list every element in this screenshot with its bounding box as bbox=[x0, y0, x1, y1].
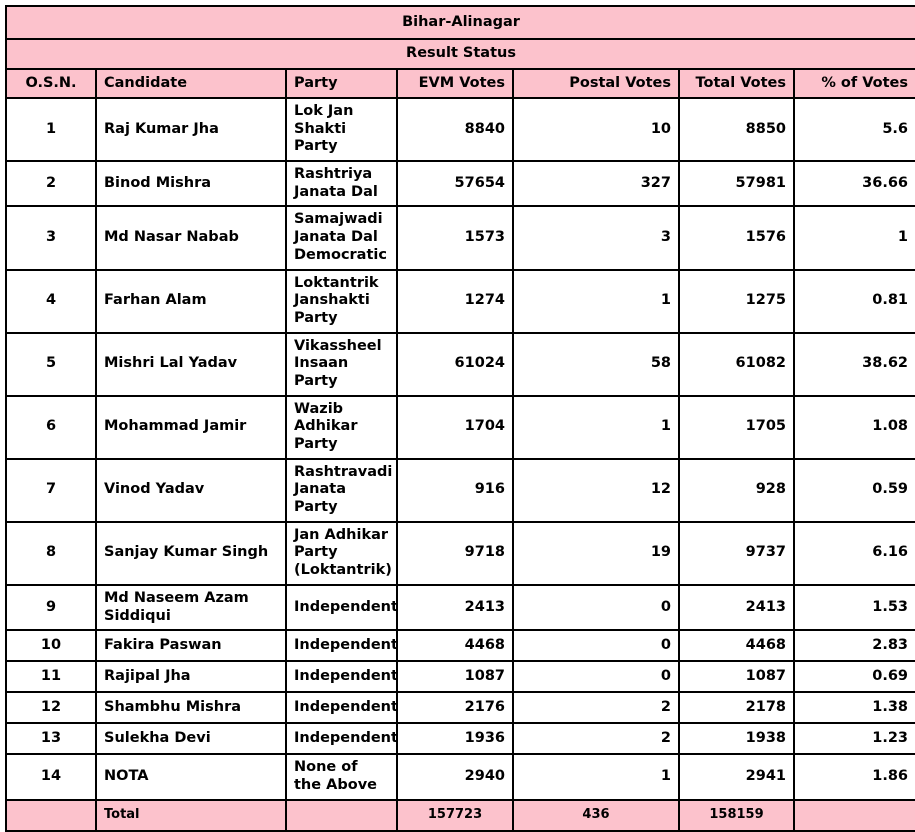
row-total-votes-cell: 8850 bbox=[679, 98, 794, 161]
row-osn-cell: 5 bbox=[6, 333, 96, 396]
row-pct-votes-cell: 2.83 bbox=[794, 630, 915, 661]
row-osn-cell: 12 bbox=[6, 692, 96, 723]
row-postal-votes-cell: 10 bbox=[513, 98, 679, 161]
row-postal-votes-cell: 0 bbox=[513, 585, 679, 630]
row-total-votes-cell: 2941 bbox=[679, 754, 794, 799]
result-status-row bbox=[6, 39, 915, 69]
row-party-cell: None of the Above bbox=[286, 754, 397, 799]
row-pct-votes-cell: 0.59 bbox=[794, 459, 915, 522]
row-candidate-cell: Raj Kumar Jha bbox=[96, 98, 286, 161]
total-osn-cell bbox=[6, 800, 96, 831]
row-evm-votes-cell: 1573 bbox=[397, 206, 513, 269]
row-pct-votes-cell: 38.62 bbox=[794, 333, 915, 396]
row-osn-cell: 7 bbox=[6, 459, 96, 522]
row-pct-votes-cell: 1.86 bbox=[794, 754, 915, 799]
row-party-cell: Jan Adhikar Party (Loktantrik) bbox=[286, 522, 397, 585]
row-evm-votes-cell: 1274 bbox=[397, 270, 513, 333]
row-party-cell: Rashtravadi Janata Party bbox=[286, 459, 397, 522]
row-party-cell: Vikassheel Insaan Party bbox=[286, 333, 397, 396]
row-party-cell: Samajwadi Janata Dal Democratic bbox=[286, 206, 397, 269]
row-pct-votes-cell: 1.53 bbox=[794, 585, 915, 630]
row-party-cell: Independent bbox=[286, 585, 397, 630]
election-result-table bbox=[5, 5, 915, 832]
row-pct-votes-cell: 0.81 bbox=[794, 270, 915, 333]
row-evm-votes-cell: 2413 bbox=[397, 585, 513, 630]
row-osn-cell: 1 bbox=[6, 98, 96, 161]
row-candidate-cell: Rajipal Jha bbox=[96, 661, 286, 692]
constituency-title-row bbox=[6, 6, 915, 39]
row-candidate-cell: Farhan Alam bbox=[96, 270, 286, 333]
row-evm-votes-cell: 8840 bbox=[397, 98, 513, 161]
row-postal-votes-cell: 12 bbox=[513, 459, 679, 522]
row-osn-cell: 13 bbox=[6, 723, 96, 754]
row-postal-votes-cell: 1 bbox=[513, 396, 679, 459]
row-pct-votes-cell: 0.69 bbox=[794, 661, 915, 692]
row-pct-votes-cell: 5.6 bbox=[794, 98, 915, 161]
page-title: Bihar-Alinagar bbox=[6, 6, 915, 39]
row-party-cell: Independent bbox=[286, 692, 397, 723]
table-row bbox=[6, 206, 915, 269]
column-header-postal-votes: Postal Votes bbox=[513, 69, 679, 98]
row-postal-votes-cell: 1 bbox=[513, 270, 679, 333]
column-header-candidate: Candidate bbox=[96, 69, 286, 98]
row-osn-cell: 6 bbox=[6, 396, 96, 459]
row-candidate-cell: Mishri Lal Yadav bbox=[96, 333, 286, 396]
row-party-cell: Rashtriya Janata Dal bbox=[286, 161, 397, 206]
table-row bbox=[6, 333, 915, 396]
table-row bbox=[6, 754, 915, 799]
row-osn-cell: 3 bbox=[6, 206, 96, 269]
table-row bbox=[6, 459, 915, 522]
total-row bbox=[6, 800, 915, 831]
table-row bbox=[6, 161, 915, 206]
table-row bbox=[6, 723, 915, 754]
row-total-votes-cell: 4468 bbox=[679, 630, 794, 661]
row-postal-votes-cell: 327 bbox=[513, 161, 679, 206]
row-party-cell: Independent bbox=[286, 723, 397, 754]
row-evm-votes-cell: 4468 bbox=[397, 630, 513, 661]
row-pct-votes-cell: 36.66 bbox=[794, 161, 915, 206]
row-total-votes-cell: 1938 bbox=[679, 723, 794, 754]
table-row bbox=[6, 522, 915, 585]
table-row bbox=[6, 585, 915, 630]
row-osn-cell: 8 bbox=[6, 522, 96, 585]
row-pct-votes-cell: 1.38 bbox=[794, 692, 915, 723]
row-postal-votes-cell: 1 bbox=[513, 754, 679, 799]
row-total-votes-cell: 1275 bbox=[679, 270, 794, 333]
row-total-votes-cell: 57981 bbox=[679, 161, 794, 206]
row-postal-votes-cell: 19 bbox=[513, 522, 679, 585]
row-postal-votes-cell: 2 bbox=[513, 723, 679, 754]
row-postal-votes-cell: 0 bbox=[513, 661, 679, 692]
row-pct-votes-cell: 6.16 bbox=[794, 522, 915, 585]
row-evm-votes-cell: 9718 bbox=[397, 522, 513, 585]
total-votes-cell: 158159 bbox=[679, 800, 794, 831]
column-header-pct-votes: % of Votes bbox=[794, 69, 915, 98]
row-total-votes-cell: 61082 bbox=[679, 333, 794, 396]
row-candidate-cell: Mohammad Jamir bbox=[96, 396, 286, 459]
row-osn-cell: 11 bbox=[6, 661, 96, 692]
table-body bbox=[6, 98, 915, 800]
row-party-cell: Independent bbox=[286, 661, 397, 692]
row-osn-cell: 9 bbox=[6, 585, 96, 630]
row-evm-votes-cell: 1087 bbox=[397, 661, 513, 692]
row-total-votes-cell: 928 bbox=[679, 459, 794, 522]
row-total-votes-cell: 1576 bbox=[679, 206, 794, 269]
total-evm-cell: 157723 bbox=[397, 800, 513, 831]
row-evm-votes-cell: 57654 bbox=[397, 161, 513, 206]
row-evm-votes-cell: 61024 bbox=[397, 333, 513, 396]
row-candidate-cell: Md Naseem Azam Siddiqui bbox=[96, 585, 286, 630]
row-total-votes-cell: 1087 bbox=[679, 661, 794, 692]
row-candidate-cell: Sulekha Devi bbox=[96, 723, 286, 754]
row-postal-votes-cell: 58 bbox=[513, 333, 679, 396]
row-osn-cell: 10 bbox=[6, 630, 96, 661]
table-footer bbox=[6, 800, 915, 831]
table-row bbox=[6, 270, 915, 333]
column-header-osn: O.S.N. bbox=[6, 69, 96, 98]
row-pct-votes-cell: 1.23 bbox=[794, 723, 915, 754]
total-label-cell: Total bbox=[96, 800, 286, 831]
row-total-votes-cell: 2413 bbox=[679, 585, 794, 630]
row-party-cell: Lok Jan Shakti Party bbox=[286, 98, 397, 161]
row-evm-votes-cell: 1936 bbox=[397, 723, 513, 754]
column-header-party: Party bbox=[286, 69, 397, 98]
row-candidate-cell: Sanjay Kumar Singh bbox=[96, 522, 286, 585]
row-candidate-cell: Vinod Yadav bbox=[96, 459, 286, 522]
row-pct-votes-cell: 1 bbox=[794, 206, 915, 269]
row-postal-votes-cell: 0 bbox=[513, 630, 679, 661]
row-pct-votes-cell: 1.08 bbox=[794, 396, 915, 459]
table-row bbox=[6, 692, 915, 723]
row-party-cell: Wazib Adhikar Party bbox=[286, 396, 397, 459]
total-pct-cell bbox=[794, 800, 915, 831]
row-evm-votes-cell: 1704 bbox=[397, 396, 513, 459]
row-total-votes-cell: 1705 bbox=[679, 396, 794, 459]
row-evm-votes-cell: 916 bbox=[397, 459, 513, 522]
row-candidate-cell: Md Nasar Nabab bbox=[96, 206, 286, 269]
result-status-label: Result Status bbox=[6, 39, 915, 69]
table-row bbox=[6, 661, 915, 692]
column-header-row bbox=[6, 69, 915, 98]
row-postal-votes-cell: 2 bbox=[513, 692, 679, 723]
row-evm-votes-cell: 2940 bbox=[397, 754, 513, 799]
table-row bbox=[6, 396, 915, 459]
row-candidate-cell: Shambhu Mishra bbox=[96, 692, 286, 723]
row-candidate-cell: Binod Mishra bbox=[96, 161, 286, 206]
row-candidate-cell: NOTA bbox=[96, 754, 286, 799]
row-total-votes-cell: 9737 bbox=[679, 522, 794, 585]
row-postal-votes-cell: 3 bbox=[513, 206, 679, 269]
total-postal-cell: 436 bbox=[513, 800, 679, 831]
row-candidate-cell: Fakira Paswan bbox=[96, 630, 286, 661]
column-header-total-votes: Total Votes bbox=[679, 69, 794, 98]
table-header bbox=[6, 6, 915, 98]
row-party-cell: Loktantrik Janshakti Party bbox=[286, 270, 397, 333]
table-row bbox=[6, 98, 915, 161]
row-osn-cell: 2 bbox=[6, 161, 96, 206]
row-osn-cell: 14 bbox=[6, 754, 96, 799]
total-party-cell bbox=[286, 800, 397, 831]
row-osn-cell: 4 bbox=[6, 270, 96, 333]
column-header-evm-votes: EVM Votes bbox=[397, 69, 513, 98]
row-evm-votes-cell: 2176 bbox=[397, 692, 513, 723]
row-party-cell: Independent bbox=[286, 630, 397, 661]
table-row bbox=[6, 630, 915, 661]
row-total-votes-cell: 2178 bbox=[679, 692, 794, 723]
